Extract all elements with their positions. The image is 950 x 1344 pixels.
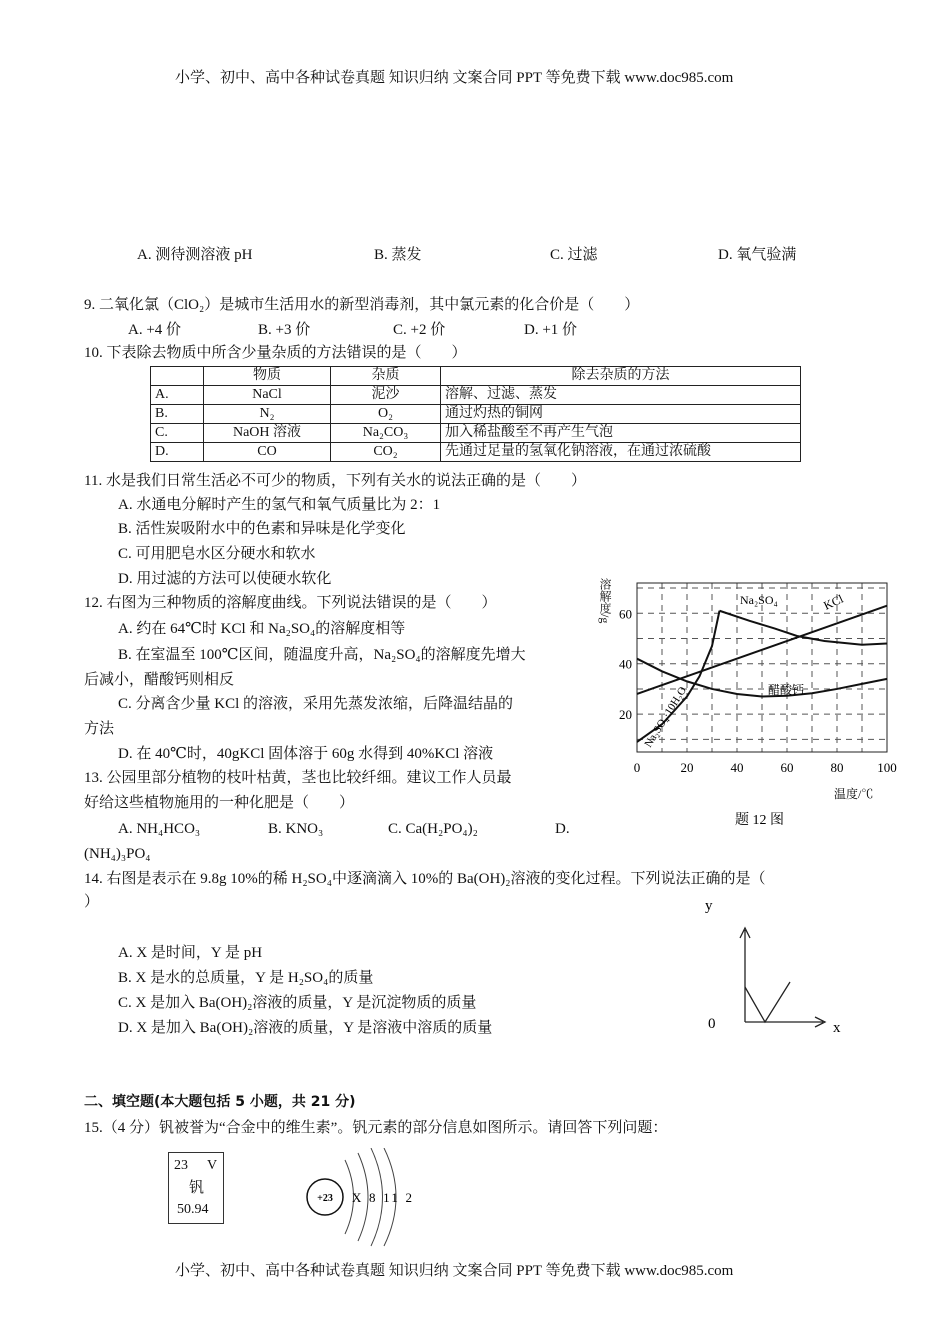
q9-option-d: D. +1 价 — [524, 322, 578, 338]
q11-stem: 11. 水是我们日常生活必不可少的物质，下列有关水的说法正确的是（ ） — [84, 473, 586, 489]
q8-option-d: D. 氧气验满 — [718, 247, 797, 263]
q11-option-b: B. 活性炭吸附水中的色素和异味是化学变化 — [118, 521, 406, 537]
table-row — [151, 443, 801, 462]
q14-option-d: D. X 是加入 Ba(OH)₂溶液的质量，Y 是溶液中溶质的质量 — [118, 1020, 493, 1036]
atomic-number: 23 — [174, 1158, 188, 1173]
page-footer: 小学、初中、高中各种试卷真题 知识归纳 文案合同 PPT 等免费下载 www.doc985.com — [175, 1263, 734, 1279]
q10-table — [150, 366, 801, 462]
element-symbol: V — [207, 1158, 218, 1173]
chart-xlabel: 温度/℃ — [834, 787, 874, 801]
table-header — [151, 367, 204, 386]
table-row — [151, 405, 801, 424]
q13-option-c: C. Ca(H₂PO₄)₂ — [388, 821, 478, 837]
q12-line: 方法 — [84, 721, 115, 737]
q13-option-d: D. — [555, 821, 570, 837]
table-cell: 通过灼热的铜网 — [441, 405, 801, 424]
q13-stem: 13. 公园里部分植物的枝叶枯黄，茎也比较纤细。建议工作人员最 — [84, 770, 512, 786]
q14-stem: 14. 右图是表示在 9.8g 10%的稀 H₂SO₄中逐滴滴入 10%的 Ba(OH)₂溶液的变化过程。下列说法正确的是（ — [84, 871, 766, 887]
y-tick-label: 60 — [619, 606, 632, 622]
graph-y-label: y — [705, 898, 713, 914]
q14-option-b: B. X 是水的总质量，Y 是 H₂SO₄的质量 — [118, 970, 374, 986]
solubility-chart — [590, 570, 910, 832]
q9-stem: 9. 二氧化氯（ClO₂）是城市生活用水的新型消毒剂，其中氯元素的化合价是（ ） — [84, 297, 640, 313]
q10-stem: 10. 下表除去物质中所含少量杂质的方法错误的是（ ） — [84, 345, 467, 361]
table-row — [151, 424, 801, 443]
element-name: 钒 — [189, 1180, 205, 1196]
page-header: 小学、初中、高中各种试卷真题 知识归纳 文案合同 PPT 等免费下载 www.doc985.com — [175, 70, 734, 86]
series-label-kcl: KCl — [821, 591, 846, 613]
q13-option-d-text: (NH₄)₃PO₄ — [84, 846, 151, 862]
graph-origin-label: 0 — [708, 1016, 716, 1032]
graph-curve — [745, 982, 790, 1022]
q13-stem-cont: 好给这些植物施用的一种化肥是（ ） — [84, 795, 355, 811]
table-header-row — [151, 367, 801, 386]
table-cell: CO — [204, 443, 331, 462]
x-tick-label: 100 — [877, 760, 897, 775]
x-tick-label: 60 — [780, 760, 794, 775]
q9-option-a: A. +4 价 — [128, 322, 182, 338]
section-2-title: 二、填空题(本大题包括 5 小题，共 21 分) — [84, 1094, 356, 1110]
table-cell: 加入稀盐酸至不再产生气泡 — [441, 424, 801, 443]
table-header: 物质 — [204, 367, 331, 386]
q12-stem: 12. 右图为三种物质的溶解度曲线。下列说法错误的是（ ） — [84, 595, 497, 611]
atom-structure-diagram — [300, 1148, 420, 1248]
q14-stem-cont: ） — [84, 894, 100, 910]
atomic-mass: 50.94 — [177, 1202, 209, 1217]
q12-line: A. 约在 64℃时 KCl 和 Na₂SO₄的溶解度相等 — [118, 621, 406, 637]
q14-option-c: C. X 是加入 Ba(OH)₂溶液的质量，Y 是沉淀物质的质量 — [118, 995, 477, 1011]
table-cell: O₂ — [331, 405, 441, 424]
table-header: 除去杂质的方法 — [441, 367, 801, 386]
q12-line: B. 在室温至 100℃区间，随温度升高，Na₂SO₄的溶解度先增大 — [118, 647, 526, 663]
q12-line: D. 在 40℃时，40gKCl 固体溶于 60g 水得到 40%KCl 溶液 — [118, 746, 494, 762]
chart-ylabel: 溶解度/g — [598, 578, 612, 624]
x-tick-label: 40 — [730, 760, 744, 775]
table-cell: B. — [151, 405, 204, 424]
q14-option-a: A. X 是时间，Y 是 pH — [118, 945, 263, 961]
y-tick-label: 20 — [619, 707, 632, 723]
chart-caption: 题 12 图 — [735, 813, 784, 828]
table-cell: C. — [151, 424, 204, 443]
electron-counts: X 8 11 2 — [352, 1190, 412, 1205]
q9-option-b: B. +3 价 — [258, 322, 311, 338]
q11-option-d: D. 用过滤的方法可以使硬水软化 — [118, 571, 332, 587]
q12-line: 后减小，醋酸钙则相反 — [84, 672, 235, 688]
x-tick-label: 80 — [830, 760, 844, 775]
q8-option-a: A. 测待测溶液 pH — [137, 247, 253, 263]
table-header: 杂质 — [331, 367, 441, 386]
q12-line: C. 分离含少量 KCl 的溶液，采用先蒸发浓缩，后降温结晶的 — [118, 696, 514, 712]
table-cell: 先通过足量的氢氧化钠溶液，在通过浓硫酸 — [441, 443, 801, 462]
q11-option-c: C. 可用肥皂水区分硬水和软水 — [118, 546, 316, 562]
table-cell: CO₂ — [331, 443, 441, 462]
graph-axes — [740, 928, 825, 1027]
nucleus-charge: +23 — [317, 1193, 333, 1204]
q15-stem: 15.（4 分）钒被誉为“合金中的维生素”。钒元素的部分信息如图所示。请回答下列问题： — [84, 1120, 668, 1136]
table-cell: NaOH 溶液 — [204, 424, 331, 443]
table-cell: A. — [151, 386, 204, 405]
q14-graph — [695, 892, 855, 1042]
series-label-na2so4-10h2o: Na₂SO₄·10H₂O — [642, 684, 690, 750]
table-cell: N₂ — [204, 405, 331, 424]
table-cell: 溶解、过滤、蒸发 — [441, 386, 801, 405]
q8-option-b: B. 蒸发 — [374, 247, 422, 263]
y-tick-label: 40 — [619, 656, 632, 672]
q8-option-c: C. 过滤 — [550, 247, 598, 263]
q11-option-a: A. 水通电分解时产生的氢气和氧气质量比为 2：1 — [118, 497, 441, 513]
series-line-Na₂SO₄·10H₂O — [637, 611, 720, 742]
q13-option-b: B. KNO₃ — [268, 821, 324, 837]
table-row — [151, 386, 801, 405]
element-card — [168, 1152, 224, 1224]
x-tick-label: 20 — [680, 760, 694, 775]
series-label-na2so4: Na₂SO₄ — [740, 593, 778, 607]
x-tick-label: 0 — [633, 760, 641, 775]
q13-option-a: A. NH₄HCO₃ — [118, 821, 201, 837]
table-cell: NaCl — [204, 386, 331, 405]
graph-x-label: x — [833, 1020, 841, 1036]
table-cell: D. — [151, 443, 204, 462]
table-cell: Na₂CO₃ — [331, 424, 441, 443]
q9-option-c: C. +2 价 — [393, 322, 446, 338]
table-cell: 泥沙 — [331, 386, 441, 405]
series-label-calcium-acetate: 醋酸钙 — [768, 683, 805, 697]
